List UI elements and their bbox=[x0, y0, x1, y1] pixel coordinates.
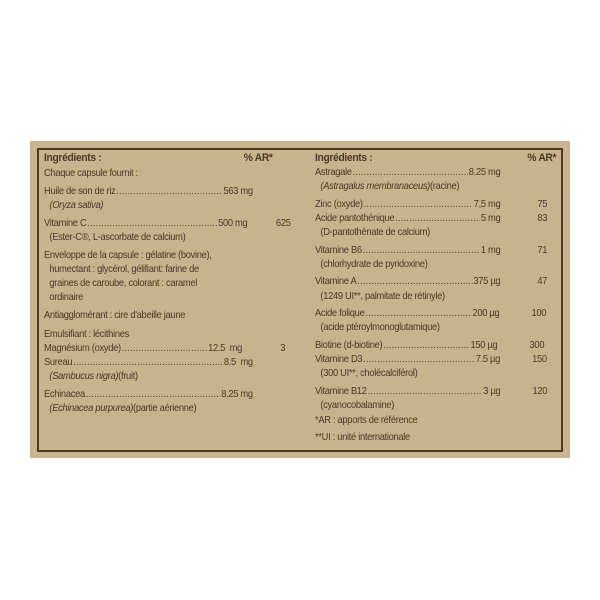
ingredient-entry bbox=[44, 356, 307, 384]
ingredient-row: Acide pantothénique ..... 5 mg 83 bbox=[315, 212, 563, 226]
leader-dots bbox=[87, 217, 217, 231]
leader-dots bbox=[73, 356, 223, 370]
leader-dots bbox=[122, 342, 208, 356]
leader-dots bbox=[116, 185, 222, 199]
ingredient-source: (chlorhydrate de pyridoxine) bbox=[320, 258, 428, 270]
ingredient-row: Astragale ..... 8.25 mg bbox=[315, 166, 500, 180]
ingredient-entry bbox=[44, 388, 307, 416]
ingredient-row: Vitamine B6 ..... 1 mg 71 bbox=[315, 244, 563, 258]
ingredient-entry bbox=[315, 275, 563, 303]
ingredient-entry bbox=[315, 198, 563, 212]
ingredient-entry bbox=[44, 185, 307, 213]
leader-dots bbox=[365, 307, 471, 321]
ingredients-heading: Ingrédients : bbox=[44, 152, 102, 164]
left-ingredient-column bbox=[44, 150, 307, 415]
leader-dots bbox=[357, 275, 472, 289]
ingredient-entry bbox=[315, 212, 563, 240]
ingredient-row: Acide folique ..... 200 µg 100 bbox=[315, 307, 563, 321]
intro-text: Chaque capsule fournit : bbox=[44, 168, 138, 179]
ar-heading: % AR* bbox=[243, 152, 273, 164]
leader-dots bbox=[364, 198, 473, 212]
ingredient-source: (Oryza sativa) bbox=[49, 200, 104, 212]
leader-dots bbox=[86, 388, 221, 402]
ingredient-row: Vitamine B12 ..... 3 µg 120 bbox=[315, 385, 563, 399]
ingredient-row: Huile de son de riz ..... 563 mg bbox=[44, 185, 253, 199]
leader-dots bbox=[353, 166, 468, 180]
right-ingredient-column bbox=[315, 150, 563, 445]
ingredient-source: (Astragalus membranaceus)(racine) bbox=[320, 181, 460, 193]
right-column-header bbox=[315, 150, 563, 166]
ingredient-row: Zinc (oxyde) ..... 7,5 mg 75 bbox=[315, 198, 563, 212]
footnote-ui: **UI : unité internationale bbox=[315, 431, 410, 443]
leader-dots bbox=[368, 385, 483, 399]
ingredient-entry bbox=[315, 339, 563, 353]
ar-heading: % AR* bbox=[527, 152, 557, 164]
footnote-ar: *AR : apports de référence bbox=[315, 415, 418, 427]
ingredient-source: (D-pantothénate de calcium) bbox=[320, 227, 430, 239]
anticaking-agent: Antiagglomérant : cire d'abeille jaune bbox=[44, 310, 186, 322]
ingredient-row: Echinacea ..... 8.25 mg bbox=[44, 388, 253, 402]
ingredient-entry bbox=[315, 244, 563, 272]
ingredient-row: Vitamine A ..... 375 µg 47 bbox=[315, 275, 563, 289]
ingredient-source: (acide ptéroylmonoglutamique) bbox=[320, 322, 440, 334]
ingredient-entry bbox=[315, 307, 563, 335]
ingredient-row: Magnésium (oxyde) ..... 12.5 mg 3 bbox=[44, 342, 307, 356]
ingredient-entry bbox=[315, 385, 563, 413]
leader-dots bbox=[383, 339, 469, 353]
ingredient-entry bbox=[44, 342, 307, 356]
ingredient-source: (300 UI**, cholécalciférol) bbox=[320, 368, 418, 380]
ingredient-entry bbox=[315, 353, 563, 381]
ingredient-row: Vitamine D3 ..... 7.5 µg 150 bbox=[315, 353, 563, 367]
leader-dots bbox=[395, 212, 480, 226]
emulsifier: Emulsifiant : lécithines bbox=[44, 328, 129, 340]
ingredient-source: (Echinacea purpurea)(partie aérienne) bbox=[49, 402, 197, 414]
ingredient-entry bbox=[315, 166, 563, 194]
leader-dots bbox=[363, 353, 475, 367]
ingredient-source: (cyanocobalamine) bbox=[320, 399, 395, 411]
ingredient-source: (Sambucus nigra)(fruit) bbox=[49, 371, 138, 383]
ingredient-row: Biotine (d-biotine) ..... 150 µg 300 bbox=[315, 339, 563, 353]
capsule-composition: Enveloppe de la capsule : gélatine (bovine), humectant : glycérol, gélifiant: farine de graines de caroube, colorant : caramel ordinaire bbox=[44, 249, 212, 304]
ingredient-row: Vitamine C ..... 500 mg 625 bbox=[44, 217, 307, 231]
left-column-header bbox=[44, 150, 307, 166]
ingredient-entry bbox=[44, 217, 307, 245]
ingredient-row: Sureau ..... 8.5 mg bbox=[44, 356, 253, 370]
ingredient-source: (1249 UI**, palmitate de rétinyle) bbox=[320, 290, 445, 302]
leader-dots bbox=[363, 244, 480, 258]
ingredient-source: (Ester-C®, L-ascorbate de calcium) bbox=[49, 232, 186, 244]
ingredients-heading: Ingrédients : bbox=[315, 152, 373, 164]
